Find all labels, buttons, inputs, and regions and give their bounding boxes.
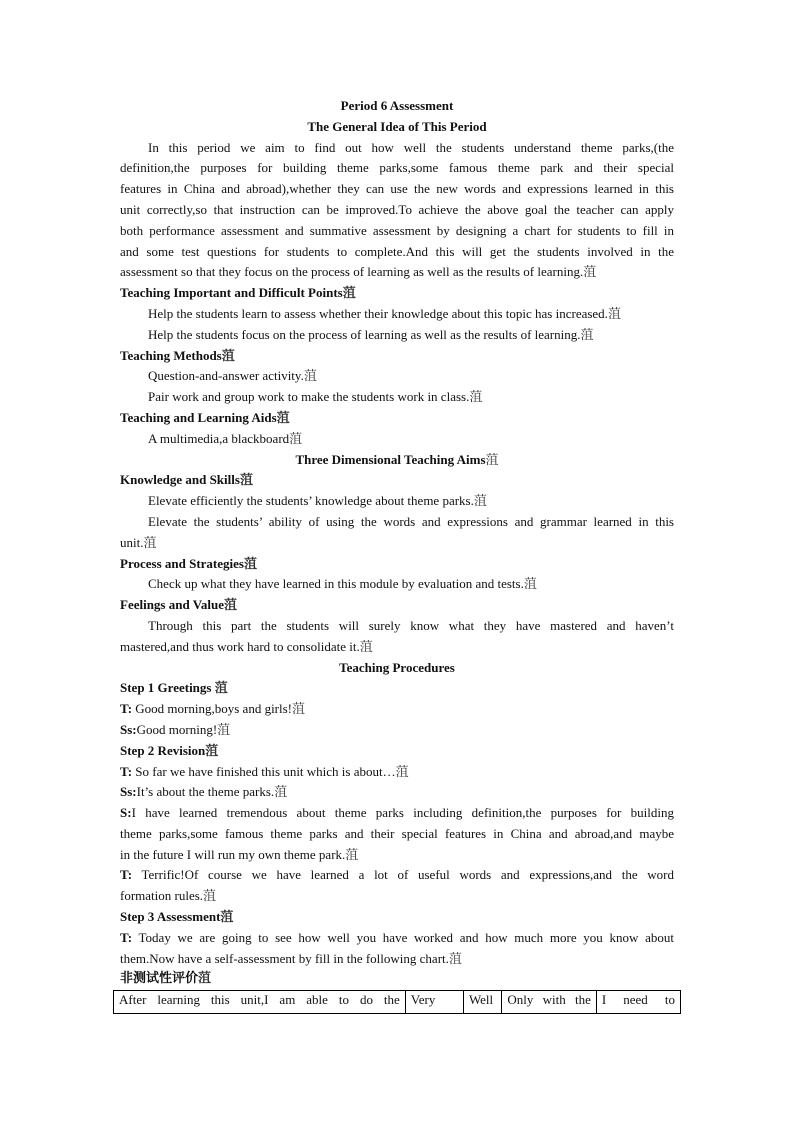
knowledge-heading: Knowledge and Skills菹 xyxy=(120,472,253,488)
general-idea-line: definition,the purposes for building theme parks,some famous theme park and their special xyxy=(120,160,674,176)
method-item: Pair work and group work to make the students work in class.菹 xyxy=(148,389,483,405)
knowledge-item-line-end: unit.菹 xyxy=(120,534,157,550)
page-title: Period 6 Assessment xyxy=(340,98,454,113)
document-body xyxy=(120,96,674,990)
general-idea-heading: The General Idea of This Period xyxy=(307,118,487,134)
important-point-item: Help the students learn to assess whether their knowledge about this topic has increased.菹 xyxy=(148,305,621,321)
step3-teacher-line-end: them.Now have a self-assessment by fill in the following chart.菹 xyxy=(120,950,462,966)
feelings-item-line: Through this part the students will surely know what they have mastered and haven’t xyxy=(148,617,674,633)
general-idea-line-last: assessment so that they focus on the process of learning as well as the results of learning.菹 xyxy=(120,264,597,280)
step2-heading: Step 2 Revision菹 xyxy=(120,742,219,758)
table-cell: I need to xyxy=(596,991,680,1014)
general-idea-line: In this period we aim to find out how well the students understand theme parks,(the xyxy=(148,139,674,155)
table-cell: After learning this unit,I am able to do the xyxy=(114,991,406,1014)
cn-assessment-heading: 非测试性评价菹 xyxy=(120,971,212,987)
process-item: Check up what they have learned in this module by evaluation and tests.菹 xyxy=(148,576,537,592)
step1-teacher-line: T: Good morning,boys and girls!菹 xyxy=(120,701,306,717)
step2-students-line: Ss:It’s about the theme parks.菹 xyxy=(120,784,288,800)
process-heading: Process and Strategies菹 xyxy=(120,555,257,571)
general-idea-line: and some test questions for students to complete.And this will get the students involved in the xyxy=(120,243,674,259)
aid-item: A multimedia,a blackboard菹 xyxy=(148,430,303,446)
step2-teacher-reply-line: T: Terrific!Of course we have learned a lot of useful words and expressions,and the word xyxy=(120,867,674,883)
step2-student-line: theme parks,some famous theme parks and their special features in China and abroad,and maybe xyxy=(120,825,674,841)
general-idea-line: features in China and abroad),whether they can use the new words and expressions learned in this xyxy=(120,181,674,197)
important-point-item: Help the students focus on the process of learning as well as the results of learning.菹 xyxy=(148,326,594,342)
knowledge-item: Elevate efficiently the students’ knowledge about theme parks.菹 xyxy=(148,493,487,509)
methods-heading: Teaching Methods菹 xyxy=(120,347,235,363)
self-assessment-table xyxy=(113,990,681,1014)
important-points-heading: Teaching Important and Difficult Points菹 xyxy=(120,285,356,301)
knowledge-item-line: Elevate the students’ ability of using the words and expressions and grammar learned in this xyxy=(148,513,674,529)
method-item: Question-and-answer activity.菹 xyxy=(148,368,317,384)
step2-student-line: S:I have learned tremendous about theme parks including definition,the purposes for building xyxy=(120,805,674,821)
step2-student-line-end: in the future I will run my own theme park.菹 xyxy=(120,846,359,862)
feelings-item-line-end: mastered,and thus work hard to consolidate it.菹 xyxy=(120,638,373,654)
aids-heading: Teaching and Learning Aids菹 xyxy=(120,409,290,425)
step3-teacher-line: T: Today we are going to see how well you have worked and how much more you know about xyxy=(120,929,674,945)
table-cell: Well xyxy=(463,991,501,1014)
step2-teacher-reply-line-end: formation rules.菹 xyxy=(120,888,217,904)
step2-teacher-line: T: So far we have finished this unit which is about…菹 xyxy=(120,763,409,779)
aims-heading: Three Dimensional Teaching Aims菹 xyxy=(295,451,499,467)
table-row xyxy=(114,991,681,1014)
general-idea-line: unit correctly,so that instruction can be improved.To achieve the above goal the teacher can apply xyxy=(120,201,674,217)
table-cell: Very xyxy=(405,991,463,1014)
table-cell: Only with the xyxy=(502,991,597,1014)
general-idea-line: both performance assessment and summative assessment by designing a chart for students to fill in xyxy=(120,222,674,238)
feelings-heading: Feelings and Value菹 xyxy=(120,597,238,613)
procedures-heading: Teaching Procedures xyxy=(339,659,455,675)
step1-students-line: Ss:Good morning!菹 xyxy=(120,721,231,737)
step1-heading: Step 1 Greetings 菹 xyxy=(120,680,228,696)
step3-heading: Step 3 Assessment菹 xyxy=(120,909,234,925)
